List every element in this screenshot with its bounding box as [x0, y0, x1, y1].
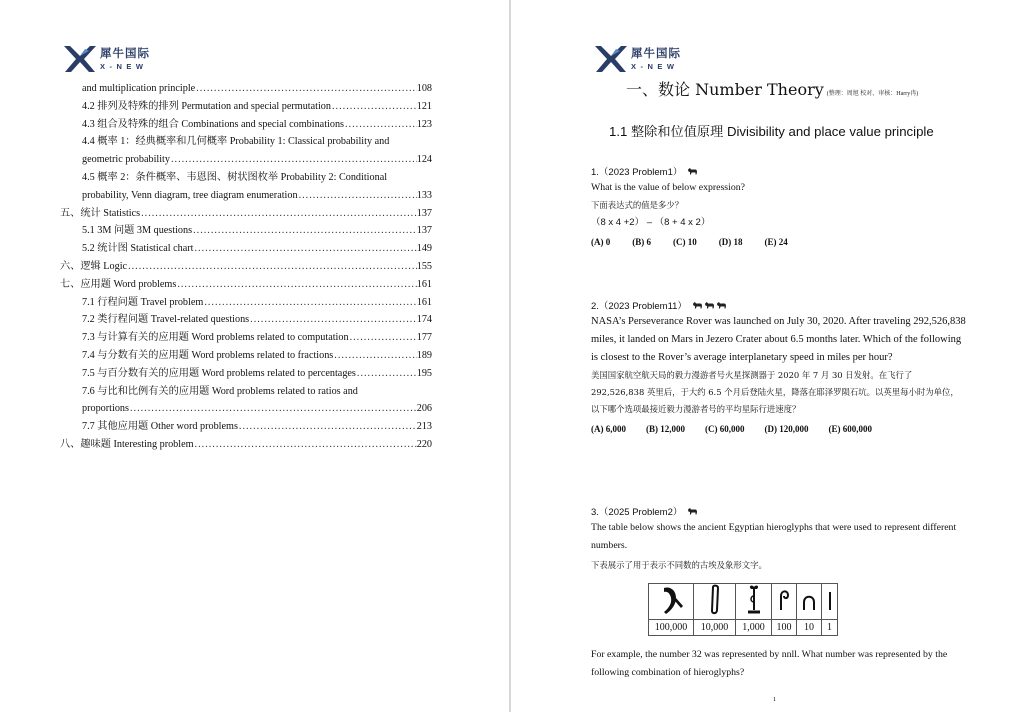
- answer-choice: (C) 10: [673, 236, 697, 247]
- toc-entry-page: 213: [416, 421, 432, 433]
- toc-entry[interactable]: [60, 151, 432, 169]
- toc-entry[interactable]: [60, 418, 432, 436]
- answer-choices: [591, 424, 966, 434]
- toc-entry-page: 177: [416, 332, 432, 344]
- toc-entry-page: 155: [416, 260, 432, 272]
- toc-entry-page: 108: [416, 83, 432, 94]
- chapter-credit: (整理：周旭 校对、审核：Harry冉): [826, 91, 919, 97]
- toc-entry-title: 7.1 行程问题 Travel problem: [82, 296, 204, 308]
- logo-name-cn: 犀牛国际: [631, 46, 681, 60]
- toc-dot-leader: [238, 418, 417, 436]
- toc-entry-page: 174: [416, 314, 432, 326]
- problem-text-en-2: For example, the number 32 was represented by nnll. What number was represented by the following combination of hieroglyphs?: [591, 649, 948, 678]
- bull-difficulty-icon: [687, 167, 698, 175]
- answer-choices: [591, 237, 966, 247]
- toc-entry-title: probability, Venn diagram, tree diagram enumeration: [82, 189, 298, 201]
- toc-dot-leader: [344, 116, 417, 134]
- toc-entry[interactable]: [60, 80, 432, 98]
- toc-entry[interactable]: [60, 205, 432, 223]
- rhino-logo-icon: [594, 44, 628, 74]
- toc-entry-title: 7.4 与分数有关的应用题 Word problems related to fractions: [82, 349, 334, 361]
- hieroglyph-value: 100,000: [649, 620, 694, 636]
- toc-entry-title: and multiplication principle: [82, 83, 196, 94]
- logo-name-cn: 犀牛国际: [100, 46, 150, 60]
- problem-label: 3.（2025 Problem2）: [591, 507, 683, 518]
- logo-name-en: X-NEW: [100, 61, 148, 71]
- toc-entry-title: 5.2 统计图 Statistical chart: [82, 243, 194, 255]
- answer-choice: (B) 6: [632, 236, 651, 247]
- logo-name-en: X-NEW: [631, 61, 679, 71]
- hieroglyph-table: [648, 583, 838, 636]
- toc-entry-page: 206: [416, 403, 432, 415]
- right-page: [511, 0, 1017, 712]
- hieroglyph-100000-icon: [649, 584, 694, 620]
- toc-entry[interactable]: [60, 365, 432, 383]
- toc-entry-page: 123: [416, 118, 432, 130]
- brand-logo: [594, 44, 681, 74]
- hieroglyph-value: 1: [822, 620, 838, 636]
- problem-label: 2.（2023 Problem11）: [591, 301, 687, 312]
- rhino-logo-icon: [63, 44, 97, 74]
- toc-entry-title: 4.4 概率 1：经典概率和几何概率 Probability 1: Classical probability and: [82, 136, 390, 148]
- toc-dot-leader: [170, 151, 417, 169]
- toc-dot-leader: [349, 329, 417, 347]
- toc-entry[interactable]: [60, 116, 432, 134]
- toc-entry-page: 161: [416, 296, 432, 308]
- toc-dot-leader: [298, 187, 417, 205]
- toc-dot-leader: [176, 276, 416, 294]
- toc-dot-leader: [193, 240, 416, 258]
- problem-header: [591, 163, 966, 179]
- toc-dot-leader: [333, 347, 416, 365]
- problem-header: [591, 297, 966, 313]
- answer-choice: (A) 6,000: [591, 424, 626, 434]
- toc-entry-title: proportions: [82, 403, 129, 415]
- toc-entry[interactable]: [60, 311, 432, 329]
- answer-choice: (D) 18: [718, 236, 743, 247]
- toc-entry-page: 149: [416, 243, 432, 255]
- toc-dot-leader: [192, 222, 417, 240]
- toc-entry-title: 7.6 与比和比例有关的应用题 Word problems related to ratios and: [82, 385, 358, 397]
- problem-1: [591, 163, 966, 247]
- toc-entry-number: 七、: [60, 278, 81, 290]
- problem-text-cn: 下面表达式的值是多少？: [591, 199, 684, 210]
- bull-difficulty-icon: [692, 301, 703, 309]
- problem-expression: （8 x 4 +2） – （8 + 4 x 2）: [591, 216, 711, 228]
- chapter-title-text: 一、数论 Number Theory: [626, 80, 824, 99]
- hieroglyph-value: 10,000: [694, 620, 736, 636]
- answer-choice: (B) 12,000: [646, 424, 685, 434]
- brand-logo: [63, 44, 150, 74]
- problem-3: [591, 503, 966, 574]
- toc-entry[interactable]: [60, 329, 432, 347]
- difficulty-rating: [687, 167, 698, 175]
- toc-entry-page: 195: [416, 367, 432, 379]
- toc-entry-number: 六、: [60, 260, 81, 272]
- toc-dot-leader: [249, 311, 417, 329]
- toc-entry-page: 220: [416, 438, 432, 450]
- toc-entry-page: 124: [416, 154, 432, 166]
- toc-entry[interactable]: [60, 240, 432, 258]
- toc-entry-title: 7.5 与百分数有关的应用题 Word problems related to percentages: [82, 367, 356, 379]
- chapter-title: [626, 77, 918, 100]
- toc-entry-title: 4.3 组合及特殊的组合 Combinations and special combinations: [82, 118, 345, 130]
- toc-entry-title: 应用题 Word problems: [80, 278, 177, 290]
- problem-text-en: NASA’s Perseverance Rover was launched on July 30, 2020. After traveling 292,526,838 miles, it landed on Mars in Jezero Crater about 6.5 months later. Which of the following is closest to the Rover’s average interplanetary speed in miles per hour?: [591, 316, 966, 363]
- problem-text-en: The table below shows the ancient Egyptian hieroglyphs that were used to represent different numbers.: [591, 522, 957, 551]
- toc-entry[interactable]: [60, 133, 432, 151]
- hieroglyph-value: 10: [797, 620, 822, 636]
- toc-entry-title: 5.1 3M 问题 3M questions: [82, 225, 193, 237]
- toc-entry-title: 逻辑 Logic: [80, 260, 128, 272]
- problem-text-cn: 美国国家航空航天局的毅力漫游者号火星探测器于 2020 年 7 月 30 日发射。在飞行了 292,526,838 英里后，于大约 6.5 个月后登陆火星，降落在耶泽罗陨石坑。以英里每小时为单位，以下哪个选项最接近毅力漫游者号的平均星际行进速度？: [591, 370, 959, 414]
- bull-difficulty-icon: [704, 301, 715, 309]
- toc-entry[interactable]: [60, 400, 432, 418]
- toc-entry-title: 4.5 概率 2：条件概率、韦恩图、树状图枚举 Probability 2: Conditional: [82, 171, 388, 183]
- hieroglyph-value: 100: [772, 620, 797, 636]
- toc-entry[interactable]: [60, 169, 432, 187]
- toc-entry[interactable]: [60, 276, 432, 294]
- answer-choice: (A) 0: [591, 236, 611, 247]
- toc-dot-leader: [129, 400, 417, 418]
- problem-3-continued: [591, 646, 966, 681]
- toc-entry[interactable]: [60, 258, 432, 276]
- answer-choice: (D) 120,000: [764, 424, 809, 434]
- toc-entry[interactable]: [60, 347, 432, 365]
- difficulty-rating: [687, 507, 698, 515]
- toc-entry-page: 137: [416, 225, 432, 237]
- hieroglyph-value: 1,000: [736, 620, 772, 636]
- toc-dot-leader: [331, 98, 417, 116]
- toc-entry-page: 161: [416, 278, 432, 290]
- table-of-contents: [60, 80, 432, 454]
- toc-entry[interactable]: [60, 436, 432, 454]
- answer-choice: (E) 600,000: [828, 424, 872, 434]
- toc-entry-page: 121: [416, 100, 432, 112]
- difficulty-rating: [692, 301, 727, 309]
- problem-header: [591, 503, 966, 519]
- bull-difficulty-icon: [716, 301, 727, 309]
- hieroglyph-1-icon: [822, 584, 838, 620]
- toc-entry-number: 八、: [60, 438, 81, 450]
- toc-dot-leader: [194, 436, 417, 454]
- problem-label: 1.（2023 Problem1）: [591, 167, 683, 178]
- toc-entry-title: 7.2 类行程问题 Travel-related questions: [82, 314, 250, 326]
- bull-difficulty-icon: [687, 507, 698, 515]
- toc-entry-title: 趣味题 Interesting problem: [80, 438, 194, 450]
- toc-entry[interactable]: [60, 383, 432, 401]
- toc-dot-leader: [195, 80, 417, 98]
- toc-entry[interactable]: [60, 294, 432, 312]
- toc-entry-page: 133: [416, 189, 432, 201]
- toc-entry-title: 4.2 排列及特殊的排列 Permutation and special permutation: [82, 100, 331, 112]
- hieroglyph-values-row: [649, 620, 838, 636]
- hieroglyph-10000-icon: [694, 584, 736, 620]
- answer-choice: (C) 60,000: [705, 424, 745, 434]
- toc-entry-number: 五、: [60, 207, 81, 219]
- page-number: 1: [773, 696, 777, 703]
- toc-entry-title: geometric probability: [82, 154, 170, 166]
- toc-dot-leader: [127, 258, 417, 276]
- toc-entry[interactable]: [60, 98, 432, 116]
- toc-entry[interactable]: [60, 222, 432, 240]
- toc-dot-leader: [203, 294, 416, 312]
- hieroglyph-100-icon: [772, 584, 797, 620]
- toc-dot-leader: [356, 365, 417, 383]
- toc-dot-leader: [140, 205, 417, 223]
- answer-choice: (E) 24: [764, 236, 788, 247]
- section-title: 1.1 整除和位值原理 Divisibility and place value principle: [609, 124, 934, 139]
- problem-text-en: What is the value of below expression?: [591, 182, 745, 193]
- hieroglyph-10-icon: [797, 584, 822, 620]
- toc-entry[interactable]: [60, 187, 432, 205]
- hieroglyph-1000-icon: [736, 584, 772, 620]
- problem-text-cn: 下表展示了用于表示不同数的古埃及象形文字。: [591, 560, 767, 570]
- toc-entry-title: 统计 Statistics: [80, 207, 141, 219]
- toc-entry-page: 189: [416, 349, 432, 361]
- toc-entry-title: 7.3 与计算有关的应用题 Word problems related to computation: [82, 332, 349, 344]
- toc-entry-title: 7.7 其他应用题 Other word problems: [82, 421, 238, 433]
- toc-entry-page: 137: [416, 207, 432, 219]
- problem-2: [591, 297, 966, 434]
